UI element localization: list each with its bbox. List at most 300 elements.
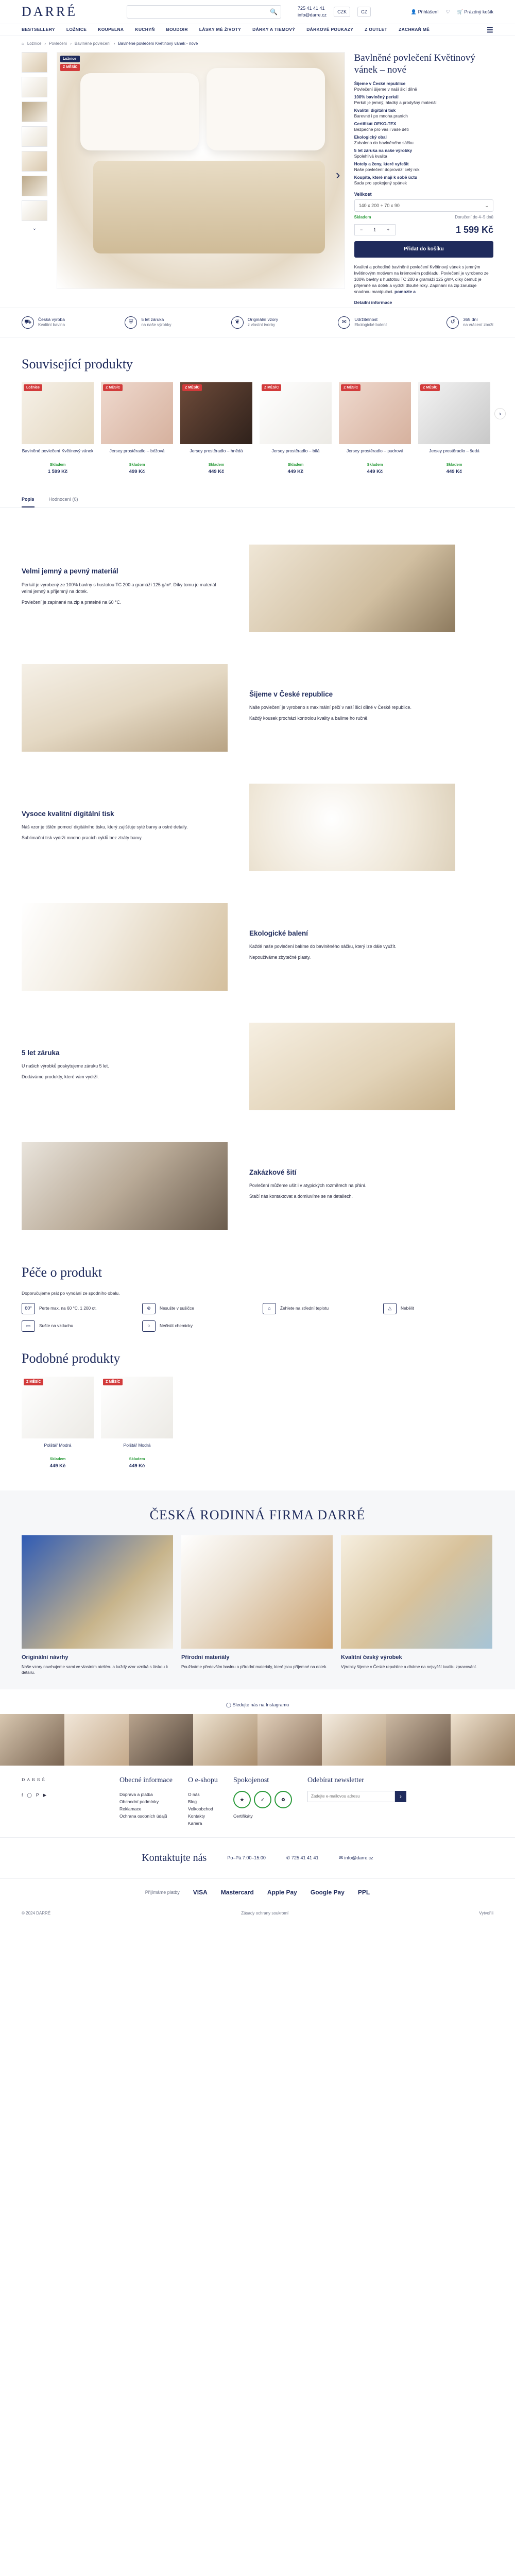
usp-text [141, 317, 171, 328]
product-card-price: 449 Kč [287, 469, 304, 475]
family-card [22, 1535, 173, 1676]
copyright: © 2024 DARRÉ [22, 1910, 51, 1916]
related-carousel [0, 382, 515, 476]
menu-icon[interactable]: ☰ [487, 25, 493, 34]
footer-link[interactable]: O nás [188, 1791, 200, 1797]
nav-item[interactable]: BESTSELLERY [22, 27, 55, 32]
breadcrumb: ⌂ Ložnice › Povlečení › Bavlněné povlečení › Bavlněné povlečení Květinový vánek - nové [22, 41, 198, 46]
cart-label[interactable]: Prázdný košík [464, 9, 493, 14]
rating-badges [233, 1791, 292, 1808]
thumbnail[interactable] [22, 101, 47, 122]
leaf-icon: ❦ [231, 316, 244, 329]
feature-title: Ekologický obal [354, 134, 387, 140]
family-card-title: Originální návrhy [22, 1654, 68, 1660]
breadcrumb-current: Bavlněné povlečení Květinový vánek - nové [118, 41, 198, 46]
footer-col-title: Odebírat newsletter [307, 1776, 364, 1784]
block-paragraph: Povlečení můžeme ušít i v atypických rozměrech na přání. [249, 1183, 367, 1189]
currency-select[interactable]: CZK [334, 7, 350, 17]
arrow-right-icon[interactable]: › [395, 1791, 406, 1802]
block-text [22, 1048, 228, 1084]
nav-item[interactable]: KUCHYŇ [135, 27, 155, 32]
footer-link[interactable]: Reklamace [119, 1806, 142, 1811]
footer-link[interactable]: Ochrana osobních údajů [119, 1813, 167, 1819]
block-paragraph: Sublimační tisk vydrží mnoho pracích cyklů bez ztráty barvy. [22, 835, 143, 841]
heart-icon[interactable]: ♡ [445, 9, 450, 14]
care-text: Nečistit chemicky [160, 1323, 193, 1329]
language-select[interactable]: CZ [357, 7, 371, 17]
instagram-gallery [0, 1714, 515, 1766]
usp-text [463, 317, 493, 328]
phone[interactable]: 725 41 41 41 [298, 6, 325, 11]
instagram-text[interactable]: Sledujte nás na Instagramu [232, 1702, 289, 1707]
stock-status: Skladem [287, 462, 304, 467]
description-block [0, 529, 515, 648]
chevron-down-icon: ⌄ [485, 202, 489, 208]
product-card-image[interactable] [22, 382, 94, 444]
block-text [249, 929, 455, 965]
user-icon[interactable]: 👤 Přihlášení [410, 9, 439, 14]
nav-item[interactable]: ZACHRAŇ MĚ [399, 27, 430, 32]
product-card[interactable] [22, 382, 94, 476]
block-image [22, 1142, 228, 1230]
footer-link[interactable]: Blog [188, 1799, 197, 1804]
usp-sub: Kvalitní bavlna [38, 323, 65, 328]
care-text: Perte max. na 60 °C, 1 200 ot. [39, 1306, 97, 1311]
product-card[interactable] [101, 1377, 173, 1470]
feature-desc: Perkál je jemný, hladký a prodyšný materiál [354, 99, 437, 105]
usp-item [338, 316, 387, 329]
feature-item [354, 161, 493, 173]
pay-label: Přijímáme platby [145, 1889, 180, 1895]
insta-photo[interactable] [386, 1714, 451, 1766]
feature-desc: Povlečení šijeme v naší šicí dílně [354, 86, 417, 92]
stock-status: Skladem [49, 462, 66, 467]
product-card-name[interactable]: Polštář Modrá [123, 1442, 151, 1448]
footer-col-title: Obecné informace [119, 1776, 173, 1784]
block-title: Zakázkové šití [249, 1168, 297, 1176]
contact-email[interactable] [339, 1855, 373, 1861]
footer-link[interactable]: Kariéra [188, 1820, 202, 1826]
insta-photo[interactable] [129, 1714, 193, 1766]
usp-title: Udržitelnost [354, 316, 378, 322]
block-title: Velmi jemný a pevný materiál [22, 567, 118, 575]
tag-label: Z MĚSÍC [341, 384, 360, 391]
product-card-name[interactable]: Bavlněné povlečení Květinový vánek [22, 448, 94, 453]
thumbnail-list [22, 52, 47, 304]
cart-icon[interactable]: 🛒 Prázdný košík [457, 9, 493, 14]
footer-logo[interactable]: DARRÉ [22, 1776, 47, 1782]
family-image [341, 1535, 492, 1649]
care-item [22, 1303, 132, 1314]
product-description [354, 264, 493, 295]
block-image [22, 664, 228, 752]
tag-label: Z MĚSÍC [420, 384, 440, 391]
stock-status: Skladem [367, 462, 383, 467]
block-image [249, 1023, 455, 1110]
more-info-link[interactable]: Detailní informace [354, 300, 392, 306]
feature-item [354, 134, 493, 146]
block-text [249, 690, 455, 726]
thumbnail[interactable] [22, 77, 47, 97]
block-paragraph: Nepoužíváme zbytečné plasty. [249, 955, 311, 960]
stock-status: Skladem [129, 1456, 145, 1461]
tab-description[interactable]: Popis [22, 496, 35, 507]
size-label: Velikost [354, 191, 372, 197]
mail-icon: ✉ [339, 1855, 344, 1860]
tag-label: Z MĚSÍC [262, 384, 281, 391]
chevron-down-icon[interactable]: ⌄ [32, 225, 37, 231]
block-title: 5 let záruka [22, 1048, 60, 1057]
insta-photo[interactable] [451, 1714, 515, 1766]
similar-carousel [0, 1377, 515, 1470]
block-text [22, 809, 228, 845]
feature-desc: Bezpečné pro vás i vaše děti [354, 126, 409, 132]
quantity-stepper[interactable] [354, 224, 396, 235]
care-item [383, 1303, 493, 1314]
product-card-name[interactable]: Jersey prostěradlo – bílá [271, 448, 320, 453]
feature-item [354, 94, 493, 106]
block-paragraph: Dodáváme produkty, které vám vydrží. [22, 1074, 99, 1080]
block-paragraph: Stačí nás kontaktovat a domluvíme se na detailech. [249, 1194, 353, 1199]
description-block [0, 1007, 515, 1126]
family-image [22, 1535, 173, 1649]
care-text: Nesušte v sušičce [160, 1306, 194, 1311]
feature-title: Hotely a ženy, které vyřešit [354, 161, 409, 166]
family-card-title: Přírodní materiály [181, 1654, 230, 1660]
login-label[interactable]: Přihlášení [418, 9, 439, 14]
email-text[interactable]: info@darre.cz [344, 1855, 373, 1860]
feature-item [354, 81, 493, 92]
shield-icon: ⛨ [125, 316, 137, 329]
nav-item[interactable]: DÁRKY A TIEMOVÝ [252, 27, 296, 32]
product-card-image[interactable] [101, 382, 173, 444]
product-card[interactable] [22, 1377, 94, 1470]
block-title: Ekologické balení [249, 929, 308, 937]
certs-label: Certifikáty [233, 1813, 253, 1819]
truck-icon: ⛟ [22, 316, 34, 329]
care-item [142, 1303, 252, 1314]
chevron-right-icon[interactable]: › [494, 408, 506, 419]
thumbnail[interactable] [22, 151, 47, 172]
social-links [22, 1791, 104, 1799]
usp-title: Česká výroba [38, 316, 65, 322]
feature-item [354, 121, 493, 132]
product-card-price: 499 Kč [129, 469, 145, 475]
instagram-icon[interactable]: ◯ [27, 1792, 32, 1798]
product-card-name[interactable]: Polštář Modrá [44, 1442, 72, 1448]
quantity-value[interactable]: 1 [373, 227, 376, 232]
feature-title: 100% bavlněný perkál [354, 94, 399, 99]
feature-desc: Sada pro spokojený spánek [354, 180, 407, 185]
usp-title: Originální vzory [247, 316, 278, 322]
nav-item[interactable]: DÁRKOVÉ POUKAZY [306, 27, 354, 32]
usp-item [447, 316, 493, 329]
product-card-image[interactable] [418, 382, 490, 444]
insta-photo[interactable] [193, 1714, 258, 1766]
payment-method: Google Pay [310, 1888, 345, 1896]
family-cards [22, 1535, 493, 1676]
product-card[interactable] [339, 382, 411, 476]
main-nav [0, 24, 515, 36]
feature-title: Kvalitní digitální tisk [354, 107, 396, 113]
footer-col-rating [233, 1776, 292, 1827]
nav-item[interactable]: KOUPELNA [98, 27, 124, 32]
care-text: Sušte na vzduchu [39, 1323, 73, 1329]
phone-text[interactable]: 725 41 41 41 [291, 1855, 319, 1860]
related-title: Související produkty [22, 356, 133, 371]
tag-label: Z MĚSÍC [182, 384, 202, 391]
product-price: 1 599 Kč [455, 224, 493, 235]
product-title: Bavlněné povlečení Květinový vánek – nové [354, 52, 475, 75]
product-card-price: 449 Kč [49, 1463, 66, 1469]
pillow-shape [80, 73, 199, 150]
heureka-seal-icon[interactable]: ★ [233, 1791, 251, 1808]
header-icons [411, 9, 493, 15]
logo[interactable]: DARRÉ [22, 4, 78, 20]
care-text: Nebělit [401, 1306, 414, 1311]
youtube-icon[interactable]: ▶ [43, 1792, 47, 1798]
availability [354, 215, 493, 221]
payment-method: PPL [357, 1888, 370, 1896]
feature-title: Šijeme v České republice [354, 80, 406, 86]
instagram-icon: ◯ [226, 1702, 231, 1707]
search-icon[interactable]: 🔍 [270, 8, 278, 15]
stock-status: Skladem [49, 1456, 66, 1461]
nav-item[interactable]: LÁSKY MÉ ŽIVOTY [199, 27, 242, 32]
bleach-icon: △ [383, 1303, 397, 1314]
payment-method: VISA [193, 1888, 208, 1896]
breadcrumb-item[interactable]: Povlečení [49, 41, 67, 46]
usp-sub: na vrácení zboží [463, 323, 493, 328]
product-card-image[interactable] [180, 382, 252, 444]
pillow-shape [207, 68, 325, 150]
delivery-info: Doručení do 4–5 dnů [455, 214, 493, 219]
product-card-image[interactable] [22, 1377, 94, 1438]
block-title: Vysoce kvalitní digitální tisk [22, 809, 114, 818]
family-card-text: Naše vzory navrhujeme sami ve vlastním ateliéru a každý vzor vzniká s láskou k detailu. [22, 1664, 168, 1675]
newsletter [307, 1776, 406, 1827]
feature-desc: Spolehlivá kvalita [354, 153, 387, 159]
care-list [0, 1303, 515, 1332]
trust-seal-icon[interactable]: ✓ [254, 1791, 271, 1808]
credits[interactable]: Vytvořili [479, 1910, 493, 1916]
description-block [0, 648, 515, 768]
contact-bar [0, 1838, 515, 1879]
product-card-name[interactable]: Jersey prostěradlo – pudrová [346, 448, 404, 453]
care-title: Péče o produkt [22, 1264, 102, 1280]
product-card[interactable] [101, 382, 173, 476]
block-paragraph: Každé naše povlečení balíme do bavlněného sáčku, který lze dále využít. [249, 944, 397, 950]
iron-icon: ⌂ [263, 1303, 276, 1314]
product-card[interactable] [180, 382, 252, 476]
product-card-name[interactable]: Jersey prostěradlo – hnědá [190, 448, 243, 453]
email[interactable]: info@darre.cz [298, 12, 327, 18]
usp-sub: na naše výrobky [141, 323, 171, 328]
chevron-right-icon[interactable]: › [335, 166, 340, 182]
usp-item [22, 316, 65, 329]
minus-icon[interactable]: − [360, 227, 363, 232]
insta-photo[interactable] [0, 1714, 64, 1766]
block-paragraph: U našich výrobků poskytujeme záruku 5 let. [22, 1063, 109, 1069]
feature-item [354, 175, 493, 186]
stock-status: Skladem [129, 462, 145, 467]
usp-item [231, 316, 278, 329]
block-image [249, 545, 455, 632]
home-icon[interactable]: ⌂ [22, 41, 24, 46]
product-tags [60, 56, 80, 71]
product-info [354, 52, 493, 304]
usp-title: 5 let záruka [141, 316, 164, 322]
footer-col-title: O e-shopu [188, 1776, 218, 1784]
product-card[interactable] [260, 382, 332, 476]
thumbnail[interactable] [22, 176, 47, 196]
nav-item[interactable]: BOUDOIR [166, 27, 188, 32]
add-to-cart-button[interactable]: Přidat do košíku [354, 241, 493, 258]
family-card [341, 1535, 492, 1676]
tag-label: Z MĚSÍC [103, 384, 123, 391]
newsletter-input[interactable] [307, 1791, 395, 1802]
stock-status: Skladem [208, 462, 225, 467]
price-row [354, 224, 493, 236]
feature-list [354, 81, 493, 186]
contact-phone[interactable] [286, 1855, 319, 1861]
description-link[interactable]: pomozte a [394, 289, 416, 295]
payment-methods [0, 1879, 515, 1906]
product-card-price: 449 Kč [208, 469, 225, 475]
usp-bar [0, 308, 515, 337]
usp-sub: Ekologické balení [354, 323, 387, 328]
product-card-price: 449 Kč [129, 1463, 145, 1469]
feature-title: 5 let záruka na naše výrobky [354, 147, 413, 153]
nav-item[interactable]: Z OUTLET [365, 27, 388, 32]
footer [0, 1766, 515, 1838]
footer-link[interactable]: Kontakty [188, 1813, 205, 1819]
block-image [22, 903, 228, 991]
product-card-price: 449 Kč [367, 469, 383, 475]
product-card-price: 449 Kč [446, 469, 462, 475]
product-card-image[interactable] [101, 1377, 173, 1438]
breadcrumb-item[interactable]: Bavlněné povlečení [74, 41, 111, 46]
product-card-name[interactable]: Jersey prostěradlo – béžová [109, 448, 165, 453]
tag-label: Ložnice [60, 56, 80, 62]
chem-icon: ○ [142, 1320, 156, 1332]
block-paragraph: Povlečení je zapínané na zip a pratelné na 60 °C. [22, 599, 122, 605]
footer-link[interactable]: Obchodní podmínky [119, 1799, 159, 1804]
eco-seal-icon[interactable]: ♻ [274, 1791, 292, 1808]
top-bar [0, 0, 515, 24]
family-card-title: Kvalitní český výrobek [341, 1654, 402, 1660]
block-text [22, 567, 228, 609]
footer-link[interactable]: Velkoobchod [188, 1806, 213, 1811]
family-card [181, 1535, 333, 1676]
thumbnail[interactable] [22, 200, 47, 221]
product-section [0, 52, 515, 304]
dry-icon: ▭ [22, 1320, 35, 1332]
block-image [249, 784, 455, 871]
care-text: Žehlete na střední teplotu [280, 1306, 329, 1311]
footer-col-title: Spokojenost [233, 1776, 269, 1784]
footer-link[interactable]: Doprava a platba [119, 1791, 153, 1797]
payment-method: Apple Pay [267, 1888, 297, 1896]
usp-sub: z vlastní tvorby [247, 323, 276, 328]
return-icon: ↺ [447, 316, 459, 329]
stock-status: Skladem [354, 214, 371, 219]
description-block [0, 768, 515, 887]
family-card-text: Výrobky šijeme v České republice a dbáme na nejvyšší kvalitu zpracování. [341, 1664, 477, 1669]
wash-icon: 60° [22, 1303, 35, 1314]
usp-text [354, 317, 387, 328]
block-paragraph: Každý kousek prochází kontrolou kvality a balíme ho ručně. [249, 716, 369, 721]
family-image [181, 1535, 333, 1649]
description-blocks [0, 508, 515, 1246]
footer-brand [22, 1776, 104, 1827]
block-paragraph: Náš vzor je tištěn pomocí digitálního tisku, který zajišťuje syté barvy a ostré detaily. [22, 824, 188, 830]
product-card[interactable] [418, 382, 490, 476]
block-paragraph: Naše povlečení je vyrobeno s maximální péčí v naší šicí dílně v České republice. [249, 705, 411, 710]
instagram-label[interactable] [0, 1689, 515, 1714]
facebook-icon[interactable]: f [22, 1792, 23, 1798]
block-paragraph: Perkál je vyrobený ze 100% bavlny s hustotou TC 200 a gramáží 125 g/m². Díky tomu je materiál velmi jemný a příjemný na dotek. [22, 582, 216, 594]
phone-icon: ✆ [286, 1855, 290, 1860]
tag-label: Z MĚSÍC [60, 64, 80, 71]
care-note: Doporučujeme prát po vyndání ze spodního obalu. [22, 1291, 120, 1296]
contact-hours: Po–Pá 7:00–15:00 [227, 1855, 266, 1860]
breadcrumb-item[interactable]: Ložnice [27, 41, 42, 46]
footer-col-info [119, 1776, 173, 1827]
feature-desc: Zabaleno do bavlněného sáčku [354, 140, 414, 145]
description-block [0, 887, 515, 1007]
product-card-price: 1 599 Kč [47, 469, 68, 475]
payment-method: Mastercard [220, 1888, 254, 1896]
stock-status: Skladem [446, 462, 462, 467]
insta-photo[interactable] [64, 1714, 129, 1766]
tag-label: Z MĚSÍC [103, 1379, 123, 1385]
thumbnail[interactable] [22, 52, 47, 73]
product-card-image[interactable] [260, 382, 332, 444]
insta-photo[interactable] [322, 1714, 386, 1766]
feature-item [354, 148, 493, 159]
thumbnail[interactable] [22, 126, 47, 147]
family-section [0, 1490, 515, 1689]
block-title: Šijeme v České republice [249, 690, 333, 698]
plus-icon[interactable]: + [386, 227, 390, 232]
feature-desc: Naše povlečení doprovází celý rok [354, 166, 420, 172]
header-contact [298, 5, 327, 19]
main-product-image[interactable] [57, 52, 345, 289]
similar-title: Podobné produkty [22, 1350, 121, 1366]
usp-item [125, 316, 171, 329]
gift-icon: ✉ [338, 316, 350, 329]
description-text: Kvalitní a pohodlné bavlněné povlečení Květinový vánek s jemným květinovým motivem na krémovém podkladu. Povlečení je vyrobeno ze 100% bavlny s hustotou TC 200 a gramáží 125 g/m², díky čemuž je příjemné na dotek a vydrží dlouhé roky. Zapínání na zip zaručuje snadnou manipulaci. [354, 264, 489, 295]
pinterest-icon[interactable]: P [36, 1792, 39, 1798]
feature-title: Certifikát OEKO-TEX [354, 121, 397, 126]
privacy-link[interactable]: Zásady ochrany soukromí [241, 1910, 289, 1916]
search-input[interactable] [127, 5, 281, 19]
family-card-text: Používáme především bavlnu a přírodní materiály, které jsou příjemné na dotek. [181, 1664, 328, 1669]
product-tabs [0, 476, 515, 508]
block-text [249, 1168, 455, 1204]
nav-item[interactable]: LOŽNICE [66, 27, 87, 32]
contact-title: Kontaktujte nás [142, 1852, 207, 1863]
tag-label: Z MĚSÍC [24, 1379, 43, 1385]
usp-title: 365 dní [463, 316, 478, 322]
product-card-image[interactable] [339, 382, 411, 444]
insta-photo[interactable] [258, 1714, 322, 1766]
no-tumble-icon: ⊗ [142, 1303, 156, 1314]
size-select[interactable] [354, 199, 493, 212]
tab-reviews[interactable]: Hodnocení (0) [48, 496, 78, 502]
product-card-name[interactable]: Jersey prostěradlo – šedá [429, 448, 479, 453]
